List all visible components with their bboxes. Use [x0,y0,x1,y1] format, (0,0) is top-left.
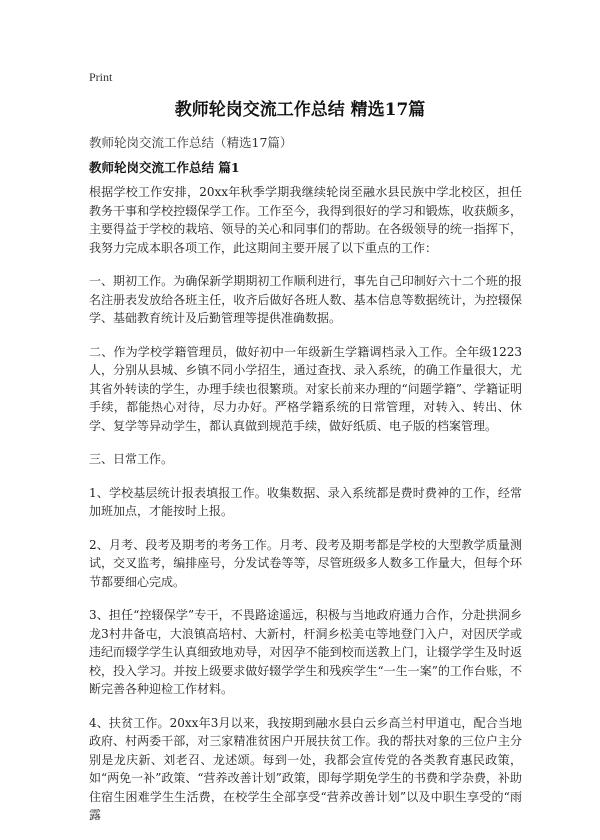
paragraph-subitem-2: 2、月考、段考及期考的考务工作。月考、段考及期考都是学校的大型教学质量测试，交叉监考，编排座号，分发试卷等等，尽管班级多人数多工作量大，但每个环节都要细心完成。 [89,537,522,589]
section-heading: 教师轮岗交流工作总结 篇1 [89,160,240,175]
paragraph-subitem-1: 1、学校基层统计报表填报工作。收集数据、录入系统都是费时费神的工作，经常加班加点，才能按时上报。 [89,485,522,518]
paragraph-subitem-3: 3、担任“控辍保学”专干，不畏路途遥远，积极与当地政府通力合作，分赴拱洞乡龙3村井备屯，大浪镇高培村、大新村，杆洞乡松美屯等地登门入户，对因厌学或违纪而辍学学生认真细致地劝导，对因孕不能到校而送教上门，让辍学学生及时返校，投入学习。并按上级要求做好辍学学生和残疾学生“一生一案”的工作台账，不断完善各种迎检工作材料。 [89,608,522,696]
paragraph-item-2: 二、作为学校学籍管理员，做好初中一年级新生学籍调档录入工作。全年级1223人，分别从县城、乡镇不同小学招生，通过查找、录入系统，的确工作量很大，尤其省外转读的学生，办理手续也很繁琐。对家长前来办理的“问题学籍”、学籍证明手续，都能热心对待，尽力办好。严格学籍系统的日常管理，对转入、转出、休学、复学等异动学生，都认真做到规范手续，做好纸质、电子版的档案管理。 [89,344,522,433]
paragraph-item-3: 三、日常工作。 [89,452,174,466]
document-body [89,183,522,840]
paragraph-item-1: 一、期初工作。为确保新学期期初工作顺利进行，事先自己印制好六十二个班的报名注册表发放给各班主任，收齐后做好各班人数、基本信息等数据统计，为控辍保学、基础教育统计及后勤管理等提供准确数据。 [89,274,522,325]
paragraph-intro: 根据学校工作安排，20xx年秋季学期我继续轮岗至融水县民族中学北校区，担任教务干事和学校控辍保学工作。工作至今，我得到很好的学习和锻炼，收获颇多，主要得益于学校的栽培、领导的关心和同事们的帮助。在各级领导的统一指挥下，我努力完成本职各项工作，此这期间主要开展了以下重点的工作： [89,185,522,255]
paragraph-subitem-4: 4、扶贫工作。20xx年3月以来，我按期到融水县白云乡高兰村甲道屯，配合当地政府、村两委干部，对三家精准贫困户开展扶贫工作。我的帮扶对象的三位户主分别是龙庆新、刘老召、龙述颂。每到一处，我都会宣传党的各类教育惠民政策，如“两免一补”政策、“营养改善计划”政策，即每学期免学生的书费和学杂费，补助住宿生困难学生生活费，在校学生全部享受“营养改善计划”以及中职生享受的“雨露 [89,715,522,822]
document-subtitle: 教师轮岗交流工作总结（精选17篇） [89,135,293,150]
print-label[interactable]: Print [89,70,113,84]
document-title: 教师轮岗交流工作总结 精选17篇 [174,100,426,120]
